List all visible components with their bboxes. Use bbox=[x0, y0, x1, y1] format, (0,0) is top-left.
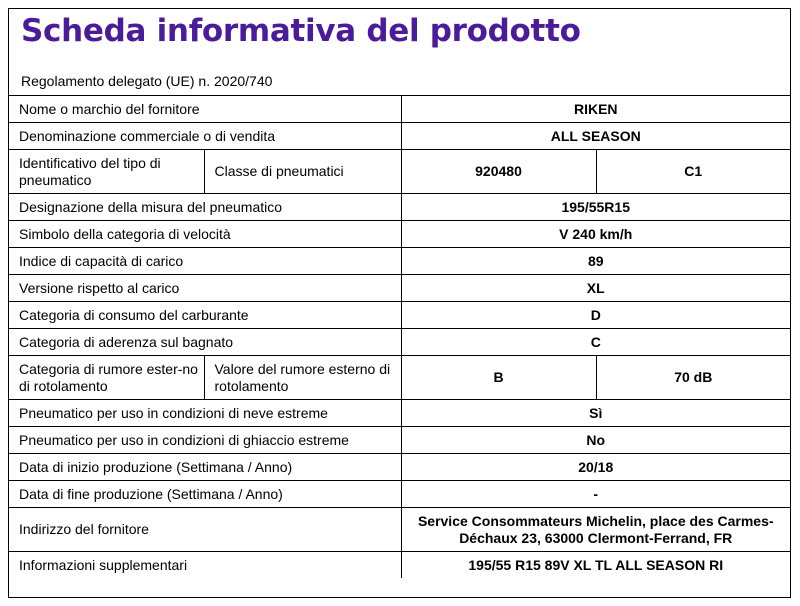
table-row bbox=[9, 150, 790, 194]
row-value: Sì bbox=[401, 400, 790, 427]
row-value: 20/18 bbox=[401, 454, 790, 481]
row-value: 195/55 R15 89V XL TL ALL SEASON RI bbox=[401, 552, 790, 579]
row-value: No bbox=[401, 427, 790, 454]
row-value-secondary: 70 dB bbox=[596, 356, 790, 400]
row-label: Informazioni supplementari bbox=[9, 552, 401, 579]
row-label: Data di inizio produzione (Settimana / Anno) bbox=[9, 454, 401, 481]
row-label: Nome o marchio del fornitore bbox=[9, 96, 401, 123]
row-label: Data di fine produzione (Settimana / Anno) bbox=[9, 481, 401, 508]
row-label: Indice di capacità di carico bbox=[9, 248, 401, 275]
row-value: 920480 bbox=[401, 150, 596, 194]
table-row bbox=[9, 508, 790, 552]
table-row bbox=[9, 329, 790, 356]
row-sublabel: Classe di pneumatici bbox=[204, 150, 401, 194]
regulation-reference: Regolamento delegato (UE) n. 2020/740 bbox=[21, 73, 273, 89]
row-value: 89 bbox=[401, 248, 790, 275]
table-row bbox=[9, 481, 790, 508]
row-value: V 240 km/h bbox=[401, 221, 790, 248]
row-value: ALL SEASON bbox=[401, 123, 790, 150]
row-label: Identificativo del tipo di pneumatico bbox=[9, 150, 204, 194]
table-row bbox=[9, 356, 790, 400]
row-label: Versione rispetto al carico bbox=[9, 275, 401, 302]
row-value: XL bbox=[401, 275, 790, 302]
row-label: Indirizzo del fornitore bbox=[9, 508, 401, 552]
product-info-table bbox=[9, 95, 790, 578]
table-row bbox=[9, 400, 790, 427]
table-row bbox=[9, 552, 790, 579]
row-value: 195/55R15 bbox=[401, 194, 790, 221]
table-row bbox=[9, 194, 790, 221]
table-row bbox=[9, 221, 790, 248]
row-value-secondary: C1 bbox=[596, 150, 790, 194]
table-row bbox=[9, 248, 790, 275]
table-row bbox=[9, 427, 790, 454]
table-row bbox=[9, 123, 790, 150]
row-value: B bbox=[401, 356, 596, 400]
row-label: Simbolo della categoria di velocità bbox=[9, 221, 401, 248]
row-value: D bbox=[401, 302, 790, 329]
row-label: Pneumatico per uso in condizioni di neve estreme bbox=[9, 400, 401, 427]
row-value: Service Consommateurs Michelin, place des Carmes-Déchaux 23, 63000 Clermont-Ferrand, FR bbox=[401, 508, 790, 552]
row-label: Categoria di rumore ester-no di rotolamento bbox=[9, 356, 204, 400]
row-value: C bbox=[401, 329, 790, 356]
row-value: RIKEN bbox=[401, 96, 790, 123]
row-label: Categoria di aderenza sul bagnato bbox=[9, 329, 401, 356]
table-row bbox=[9, 275, 790, 302]
row-label: Categoria di consumo del carburante bbox=[9, 302, 401, 329]
row-label: Designazione della misura del pneumatico bbox=[9, 194, 401, 221]
product-information-sheet bbox=[8, 8, 791, 598]
page-title: Scheda informativa del prodotto bbox=[21, 13, 581, 49]
row-label: Denominazione commerciale o di vendita bbox=[9, 123, 401, 150]
table-row bbox=[9, 96, 790, 123]
row-sublabel: Valore del rumore esterno di rotolamento bbox=[204, 356, 401, 400]
table-row bbox=[9, 302, 790, 329]
row-value: - bbox=[401, 481, 790, 508]
row-label: Pneumatico per uso in condizioni di ghiaccio estreme bbox=[9, 427, 401, 454]
table-row bbox=[9, 454, 790, 481]
